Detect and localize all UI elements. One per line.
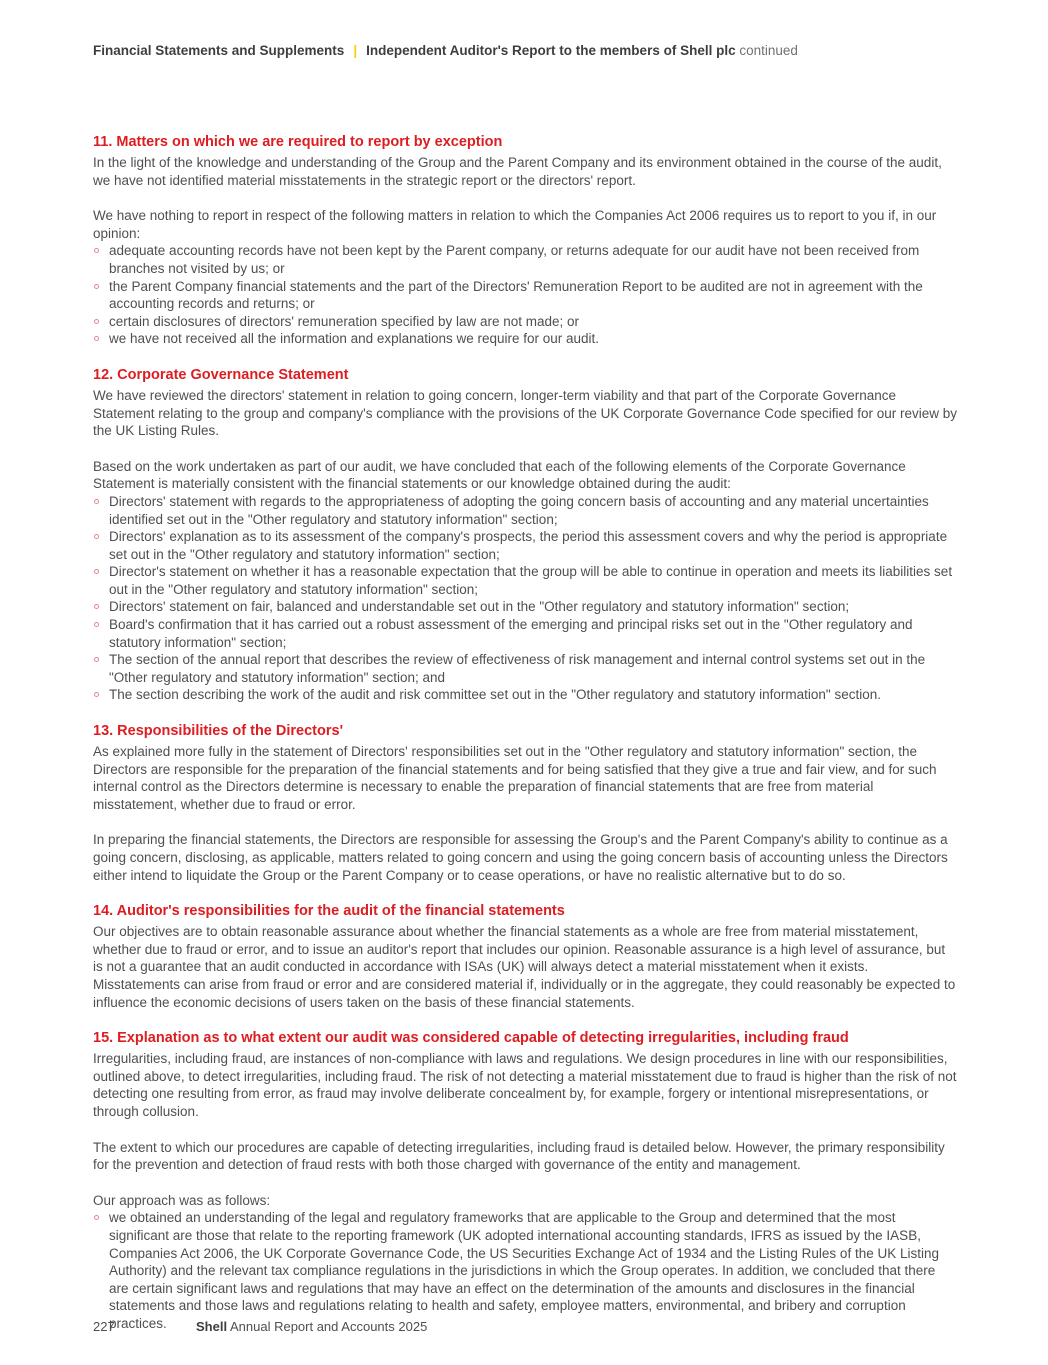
bullet-item	[93, 278, 958, 313]
section-heading: 15. Explanation as to what extent our audit was considered capable of detecting irregularities, including fraud	[93, 1030, 849, 1047]
bullet-item	[93, 1209, 958, 1332]
header-section-label: Financial Statements and Supplements	[93, 43, 345, 58]
bullet-text: Directors' explanation as to its assessment of the company's prospects, the period this assessment covers and why the period is appropriate set out in the "Other regulatory and statutory information" section;	[109, 529, 948, 562]
paragraph: Our approach was as follows:	[93, 1192, 271, 1208]
bullet-circle-icon	[94, 248, 99, 253]
paragraph: As explained more fully in the statement of Directors' responsibilities set out in the "Other regulatory and statutory information" section, the Directors are responsible for the preparation of the financial statements and for being satisfied that they give a true and fair view, and for such internal control as the Directors determine is necessary to enable the preparation of financial statements that are free from material misstatement, whether due to fraud or error.	[93, 744, 937, 812]
paragraph: Irregularities, including fraud, are instances of non-compliance with laws and regulations. We design procedures in line with our responsibilities, outlined above, to detect irregularities, including fraud. The risk of not detecting a material misstatement due to fraud is higher than the risk of not detecting one resulting from error, as fraud may involve deliberate concealment by, for example, forgery or intentional misrepresentations, or through collusion.	[93, 1051, 957, 1119]
bullet-text: Director's statement on whether it has a reasonable expectation that the group will be able to continue in operation and meets its liabilities set out in the "Other regulatory and statutory information" section;	[109, 564, 953, 597]
bullet-item	[93, 651, 958, 686]
bullet-circle-icon	[94, 657, 99, 662]
paragraph: We have nothing to report in respect of the following matters in relation to which the Companies Act 2006 requires us to report to you if, in our opinion:	[93, 208, 937, 241]
report-section	[93, 1029, 958, 1332]
page-number: 227	[93, 1319, 115, 1334]
bullet-text: The section of the annual report that describes the review of effectiveness of risk management and internal control systems set out in the "Other regulatory and statutory information" section; and	[109, 652, 926, 685]
header-continued-label: continued	[739, 43, 798, 58]
paragraph: Our objectives are to obtain reasonable assurance about whether the financial statements as a whole are free from material misstatement, whether due to fraud or error, and to issue an auditor's report that includes our opinion. Reasonable assurance is a high level of assurance, but is not a guarantee that an audit conducted in accordance with ISAs (UK) will always detect a material misstatement when it exists. Misstatements can arise from fraud or error and are considered material if, individually or in the aggregate, they could reasonably be expected to influence the economic decisions of users taken on the basis of these financial statements.	[93, 924, 956, 1010]
bullet-circle-icon	[94, 284, 99, 289]
bullet-text: The section describing the work of the audit and risk committee set out in the "Other regulatory and statutory information" section.	[109, 687, 881, 703]
bullet-circle-icon	[94, 336, 99, 341]
bullet-circle-icon	[94, 569, 99, 574]
bullet-circle-icon	[94, 604, 99, 609]
report-body	[93, 133, 958, 1332]
bullet-text: we have not received all the information and explanations we require for our audit.	[109, 331, 600, 347]
bullet-text: adequate accounting records have not been kept by the Parent company, or returns adequate for our audit have not been received from branches not visited by us; or	[109, 243, 920, 276]
bullet-item	[93, 563, 958, 598]
bullet-item	[93, 616, 958, 651]
bullet-list	[93, 242, 958, 348]
report-section	[93, 366, 958, 704]
bullet-text: Board's confirmation that it has carried out a robust assessment of the emerging and principal risks set out in the "Other regulatory and statutory information" section;	[109, 617, 913, 650]
section-heading: 12. Corporate Governance Statement	[93, 366, 349, 383]
bullet-list	[93, 1209, 958, 1332]
section-heading: 14. Auditor's responsibilities for the audit of the financial statements	[93, 903, 565, 920]
paragraph: We have reviewed the directors' statement in relation to going concern, longer-term viability and that part of the Corporate Governance Statement relating to the group and company's compliance with the provisions of the UK Corporate Governance Code specified for our review by the UK Listing Rules.	[93, 387, 958, 439]
bullet-item	[93, 598, 958, 616]
paragraph: In preparing the financial statements, the Directors are responsible for assessing the Group's and the Parent Company's ability to continue as a going concern, disclosing, as applicable, matters related to going concern and using the going concern basis of accounting unless the Directors either intend to liquidate the Group or the Parent Company or to cease operations, or have no realistic alternative but to do so.	[93, 832, 948, 883]
bullet-list	[93, 493, 958, 704]
bullet-circle-icon	[94, 499, 99, 504]
paragraph: The extent to which our procedures are capable of detecting irregularities, including fraud is detailed below. However, the primary responsibility for the prevention and detection of fraud rests with both those charged with governance of the entity and management.	[93, 1139, 945, 1173]
footer-brand: Shell	[196, 1319, 228, 1334]
paragraph: Based on the work undertaken as part of our audit, we have concluded that each of the following elements of the Corporate Governance Statement is materially consistent with the financial statements or our knowledge obtained during the audit:	[93, 458, 906, 492]
section-heading: 13. Responsibilities of the Directors'	[93, 723, 344, 740]
bullet-item	[93, 528, 958, 563]
bullet-text: Directors' statement with regards to the appropriateness of adopting the going concern basis of accounting and any material uncertainties identified set out in the "Other regulatory and statutory information" section;	[109, 493, 929, 527]
header-separator-pipe: |	[353, 43, 358, 58]
section-heading: 11. Matters on which we are required to report by exception	[93, 134, 503, 150]
bullet-item	[93, 330, 958, 348]
header-report-title: Independent Auditor's Report to the members of Shell plc	[366, 43, 736, 58]
bullet-item	[93, 313, 958, 331]
bullet-circle-icon	[94, 1215, 99, 1220]
bullet-circle-icon	[94, 692, 99, 697]
bullet-text: certain disclosures of directors' remuneration specified by law are not made; or	[109, 313, 580, 329]
bullet-circle-icon	[94, 622, 99, 627]
bullet-text: the Parent Company financial statements and the part of the Directors' Remuneration Report to be audited are not in agreement with the accounting records and returns; or	[109, 278, 923, 312]
report-section	[93, 133, 958, 348]
bullet-item	[93, 493, 958, 528]
bullet-text: Directors' statement on fair, balanced and understandable set out in the "Other regulatory and statutory information" section;	[109, 599, 850, 615]
footer-report-name: Annual Report and Accounts 2025	[229, 1319, 428, 1334]
report-section	[93, 902, 958, 1011]
bullet-text: we obtained an understanding of the legal and regulatory frameworks that are applicable to the Group and determined that the most significant are those that relate to the reporting framework (UK adopted international accounting standards, IFRS as issued by the IASB, Companies Act 2006, the UK Corporate Governance Code, the US Securities Exchange Act of 1934 and the Listing Rules of the UK Listing Authority) and the relevant tax compliance regulations in the jurisdictions in which the Group operates. In addition, we concluded that there are certain significant laws and regulations that may have an effect on the determination of the amounts and disclosures in the financial statements and those laws and regulations relating to health and safety, employee matters, environmental, and bribery and corruption practices.	[109, 1210, 939, 1331]
bullet-item	[93, 686, 958, 704]
paragraph: In the light of the knowledge and understanding of the Group and the Parent Company and its environment obtained in the course of the audit, we have not identified material misstatements in the strategic report or the directors' report.	[93, 155, 942, 188]
page-footer	[93, 1318, 427, 1335]
page-header	[93, 42, 958, 59]
bullet-circle-icon	[94, 534, 99, 539]
report-section	[93, 722, 958, 884]
bullet-item	[93, 242, 958, 277]
bullet-circle-icon	[94, 319, 99, 324]
